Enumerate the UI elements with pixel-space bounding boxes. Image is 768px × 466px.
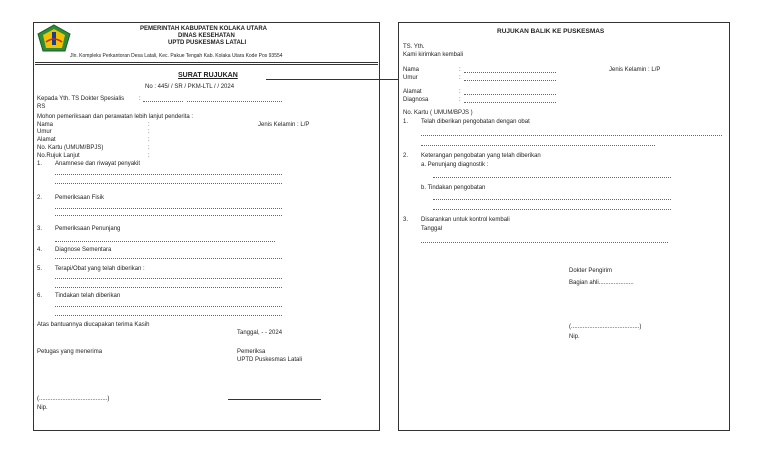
- header-divider-thin: [35, 64, 378, 65]
- patient-name-colon: :: [148, 122, 150, 128]
- back-referral-title: RUJUKAN BALIK KE PUSKESMAS: [497, 28, 605, 35]
- referral-number-colon: :: [148, 153, 150, 159]
- request-text: Mohon pemeriksaan dan perawatan lebih lanjut penderita :: [37, 114, 194, 120]
- rb-diagnosis-field[interactable]: [464, 102, 556, 103]
- receiver-nip: Nip.: [37, 405, 48, 411]
- specialty-label: Bagian ahli.....................: [569, 280, 634, 286]
- receiver-label: Petugas yang menerima: [37, 349, 103, 355]
- rb-gender-label: Jenis Kelamin : L/P: [609, 67, 661, 73]
- supporting-exam-line[interactable]: [55, 241, 275, 242]
- rb-card-label: No. Kartu ( UMUM/BPJS ): [403, 110, 473, 116]
- rb-action-line[interactable]: [433, 209, 671, 210]
- physical-exam-line[interactable]: [55, 215, 282, 216]
- anamnesis-label: Anamnese dan riwayat penyakit: [55, 161, 141, 167]
- hospital-label: RS: [37, 104, 46, 110]
- rb-address-label: Alamat: [403, 89, 422, 95]
- rb-nip: Nip.: [569, 334, 580, 340]
- action-line[interactable]: [55, 315, 282, 316]
- examiner-org: UPTD Puskesmas Latali: [237, 357, 303, 363]
- rb-action-line[interactable]: [433, 199, 671, 200]
- patient-age-colon: :: [148, 129, 150, 135]
- header-department: DINAS KESEHATAN: [178, 33, 235, 39]
- examiner-label: Pemeriksa: [237, 349, 266, 355]
- anamnesis-line[interactable]: [55, 174, 282, 175]
- rb-age-colon: :: [459, 75, 461, 81]
- rb-control-label: Disarankan untuk kontrol kembali: [421, 217, 510, 223]
- diagnosis-label: Diagnose Sementara: [55, 247, 112, 253]
- card-number-colon: :: [148, 145, 150, 151]
- rb-diagnosis-colon: :: [459, 97, 461, 103]
- patient-name-label: Nama: [37, 122, 54, 128]
- letter-number: No : 445/ / SR / PKM-LTL / / 2024: [145, 84, 235, 90]
- rb-diagnosis-label: Diagnosa: [403, 97, 429, 103]
- recipient-field-2[interactable]: [187, 101, 282, 102]
- ts-label: TS. Yth.: [403, 44, 425, 50]
- recipient-field[interactable]: [143, 101, 183, 102]
- item-number: 1.: [37, 161, 43, 167]
- letter-title: SURAT RUJUKAN: [178, 72, 238, 79]
- sending-doctor-label: Dokter Pengirim: [569, 268, 613, 274]
- rb-date-label: Tanggal: [421, 226, 443, 232]
- action-label: Tindakan telah diberikan: [55, 293, 121, 299]
- date-line: Tanggal, - - 2024: [237, 330, 283, 336]
- rb-address-colon: :: [459, 89, 461, 95]
- rb-name-field[interactable]: [464, 72, 556, 73]
- rb-date-line[interactable]: [421, 242, 668, 243]
- receiver-signature: (.........................................): [37, 396, 110, 402]
- header-divider: [35, 62, 378, 63]
- item-number: 6.: [37, 293, 43, 299]
- therapy-line[interactable]: [55, 287, 282, 288]
- patient-address-label: Alamat: [37, 137, 56, 143]
- referral-number-label: No.Rujuk Lanjut: [37, 153, 80, 159]
- rb-item-number: 3.: [403, 217, 409, 223]
- return-text: Kami kirimkan kembali: [403, 52, 464, 58]
- recipient-label: Kepada Yth. TS Dokter Spesialis: [37, 96, 125, 102]
- rb-medication-label: Telah diberikan pengobatan dengan obat: [421, 119, 530, 125]
- rb-signature: (.........................................): [569, 324, 642, 330]
- header-puskesmas: UPTD PUSKESMAS LATALI: [168, 40, 247, 46]
- rb-diagnostic-label: a. Penunjang diagnostik :: [421, 162, 489, 168]
- recipient-colon: :: [139, 96, 141, 102]
- supporting-exam-label: Pemeriksaan Penunjang: [55, 226, 121, 232]
- rb-address-field[interactable]: [464, 94, 556, 95]
- item-number: 3.: [37, 226, 43, 232]
- rb-name-label: Nama: [403, 67, 420, 73]
- header-government: PEMERINTAH KABUPATEN KOLAKA UTARA: [140, 26, 267, 32]
- rb-item-number: 2.: [403, 153, 409, 159]
- connector-line: [266, 79, 398, 80]
- patient-address-colon: :: [148, 137, 150, 143]
- therapy-line[interactable]: [55, 278, 282, 279]
- anamnesis-line[interactable]: [55, 183, 282, 184]
- physical-exam-label: Pemeriksaan Fisik: [55, 195, 105, 201]
- examiner-signature-line: [228, 399, 321, 400]
- back-referral-panel: [398, 22, 730, 431]
- card-number-label: No. Kartu (UMUM/BPJS): [37, 145, 104, 151]
- action-line[interactable]: [55, 306, 282, 307]
- item-number: 2.: [37, 195, 43, 201]
- patient-age-label: Umur: [37, 129, 52, 135]
- rb-age-label: Umur: [403, 75, 418, 81]
- rb-age-field[interactable]: [464, 80, 556, 81]
- rb-medication-line[interactable]: [421, 145, 655, 146]
- rb-item-number: 1.: [403, 119, 409, 125]
- item-number: 5.: [37, 266, 43, 272]
- physical-exam-line[interactable]: [55, 208, 282, 209]
- rb-treatment-label: Keterangan pengobatan yang telah diberikan: [421, 153, 541, 159]
- item-number: 4.: [37, 247, 43, 253]
- diagnosis-line[interactable]: [55, 258, 282, 259]
- rb-medication-line[interactable]: [421, 135, 722, 136]
- header-address: Jln. Kompleks Perkantoran Desa Latali, Kec. Pakue Tengah Kab. Kolaka Utara Kode Pos 93554: [70, 53, 283, 59]
- gender-label: Jenis Kelamin : L/P: [258, 122, 310, 128]
- regency-logo: [36, 24, 72, 54]
- rb-diagnostic-line[interactable]: [433, 177, 671, 178]
- rb-name-colon: :: [459, 67, 461, 73]
- rb-action-label: b. Tindakan pengobatan: [421, 185, 486, 191]
- thanks-text: Atas bantuannya diucapakan terima Kasih: [37, 322, 150, 328]
- therapy-label: Terapi/Obat yang telah diberikan :: [55, 266, 145, 272]
